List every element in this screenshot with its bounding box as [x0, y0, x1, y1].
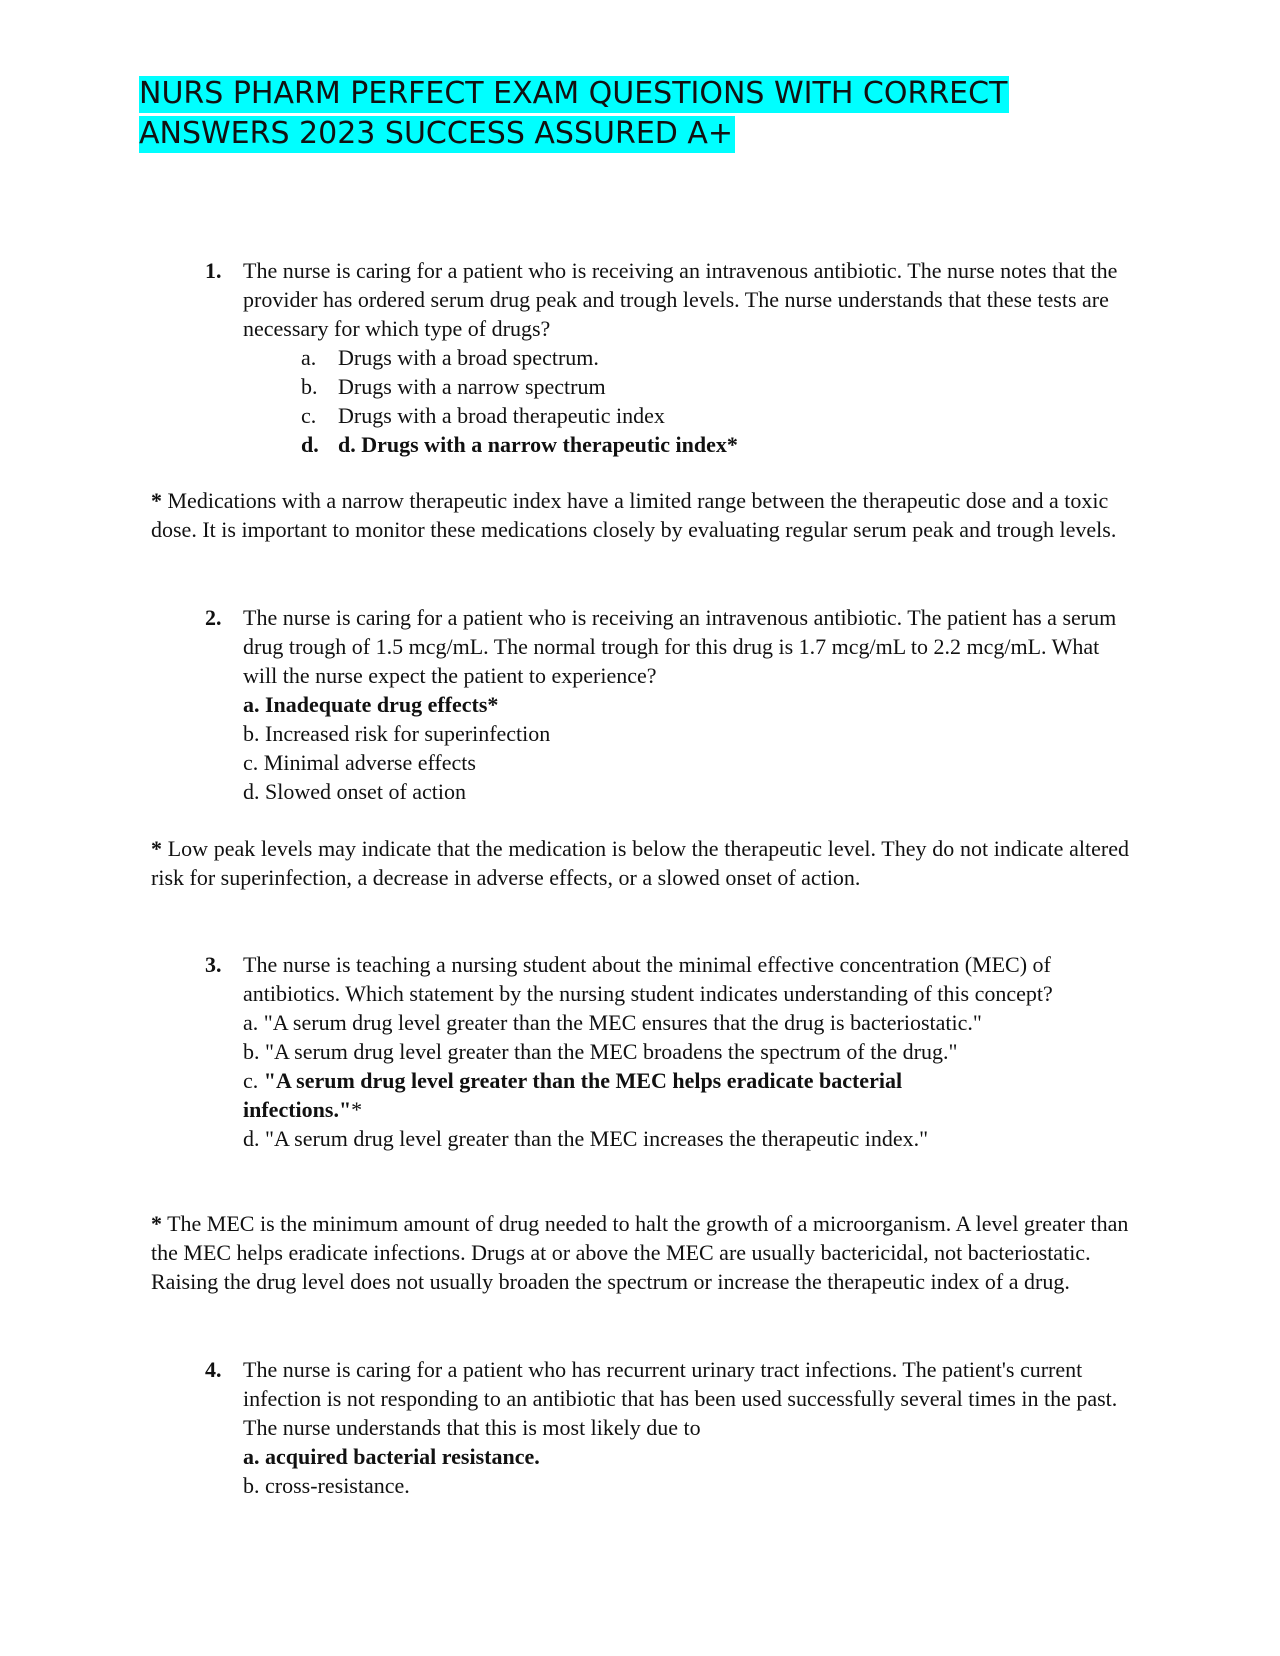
explanation-2: * Low peak levels may indicate that the medication is below the therapeutic level. They do not indicate altered risk for superinfection, a decrease in adverse effects, or a slowed onset of action.	[151, 836, 1129, 890]
answer-option-d: d. Slowed onset of action	[243, 779, 467, 804]
answer-option-a-correct: a. acquired bacterial resistance.	[243, 1444, 540, 1469]
answer-option-c: c. Drugs with a broad therapeutic index	[301, 403, 665, 428]
explanation-1: * Medications with a narrow therapeutic index have a limited range between the therapeutic dose and a toxic dose. It is important to monitor these medications closely by evaluating regular serum peak and trough levels.	[151, 488, 1117, 542]
question-4	[205, 1355, 1125, 1500]
answer-options	[243, 1008, 1125, 1153]
explanation-text: Low peak levels may indicate that the medication is below the therapeutic level. They do not indicate altered risk for superinfection, a decrease in adverse effects, or a slowed onset of action.	[151, 836, 1129, 890]
answer-options	[301, 343, 1125, 459]
answer-option-b: b. cross-resistance.	[243, 1473, 410, 1498]
answer-options	[243, 690, 1125, 806]
title-line-2: ANSWERS 2023 SUCCESS ASSURED A+	[139, 116, 734, 151]
question-3	[205, 950, 1125, 1153]
explanation-3: * The MEC is the minimum amount of drug needed to halt the growth of a microorganism. A level greater than the MEC helps eradicate infections. Drugs at or above the MEC are usually bactericidal, not bacteriostatic. Raising the drug level does not usually broaden the spectrum or increase the therapeutic index of a drug.	[151, 1211, 1129, 1294]
answer-option-b: b. Drugs with a narrow spectrum	[301, 374, 606, 399]
answer-option-c-correct: c. "A serum drug level greater than the MEC helps eradicate bacterial infections."*	[243, 1068, 903, 1122]
question-stem: The nurse is caring for a patient who has recurrent urinary tract infections. The patient's current infection is not responding to an antibiotic that has been used successfully several times in the past. The nurse understands that this is most likely due to	[243, 1357, 1118, 1440]
question-stem: The nurse is caring for a patient who is receiving an intravenous antibiotic. The patient has a serum drug trough of 1.5 mcg/mL. The normal trough for this drug is 1.7 mcg/mL to 2.2 mcg/mL. What will the nurse expect the patient to experience?	[243, 605, 1117, 688]
question-number: 1.	[205, 258, 222, 283]
answer-option-a: a. Drugs with a broad spectrum.	[301, 345, 599, 370]
question-1	[205, 256, 1125, 459]
answer-option-b: b. Increased risk for superinfection	[243, 721, 551, 746]
answer-option-a: a. "A serum drug level greater than the MEC ensures that the drug is bacteriostatic."	[243, 1010, 982, 1035]
question-number: 2.	[205, 605, 222, 630]
answer-option-c: c. Minimal adverse effects	[243, 750, 476, 775]
title-line-1: NURS PHARM PERFECT EXAM QUESTIONS WITH CORRECT	[139, 76, 1008, 111]
question-stem: The nurse is teaching a nursing student about the minimal effective concentration (MEC) of antibiotics. Which statement by the nursing student indicates understanding of this concept?	[243, 952, 1053, 1006]
answer-option-a-correct: a. Inadequate drug effects*	[243, 692, 499, 717]
explanation-text: The MEC is the minimum amount of drug needed to halt the growth of a microorganism. A level greater than the MEC helps eradicate infections. Drugs at or above the MEC are usually bactericidal, not bacteriostatic. Raising the drug level does not usually broaden the spectrum or increase the therapeutic index of a drug.	[151, 1211, 1129, 1294]
answer-options	[243, 1442, 1125, 1500]
document-title	[139, 74, 1119, 154]
explanation-text: Medications with a narrow therapeutic index have a limited range between the therapeutic dose and a toxic dose. It is important to monitor these medications closely by evaluating regular serum peak and trough levels.	[151, 488, 1117, 542]
answer-option-b: b. "A serum drug level greater than the MEC broadens the spectrum of the drug."	[243, 1039, 958, 1064]
answer-option-d-correct: d. d. Drugs with a narrow therapeutic index*	[301, 432, 738, 457]
question-2	[205, 603, 1125, 806]
question-number: 3.	[205, 952, 222, 977]
question-stem: The nurse is caring for a patient who is receiving an intravenous antibiotic. The nurse notes that the provider has ordered serum drug peak and trough levels. The nurse understands that these tests are necessary for which type of drugs?	[243, 258, 1118, 341]
answer-option-d: d. "A serum drug level greater than the MEC increases the therapeutic index."	[243, 1126, 929, 1151]
question-number: 4.	[205, 1357, 222, 1382]
